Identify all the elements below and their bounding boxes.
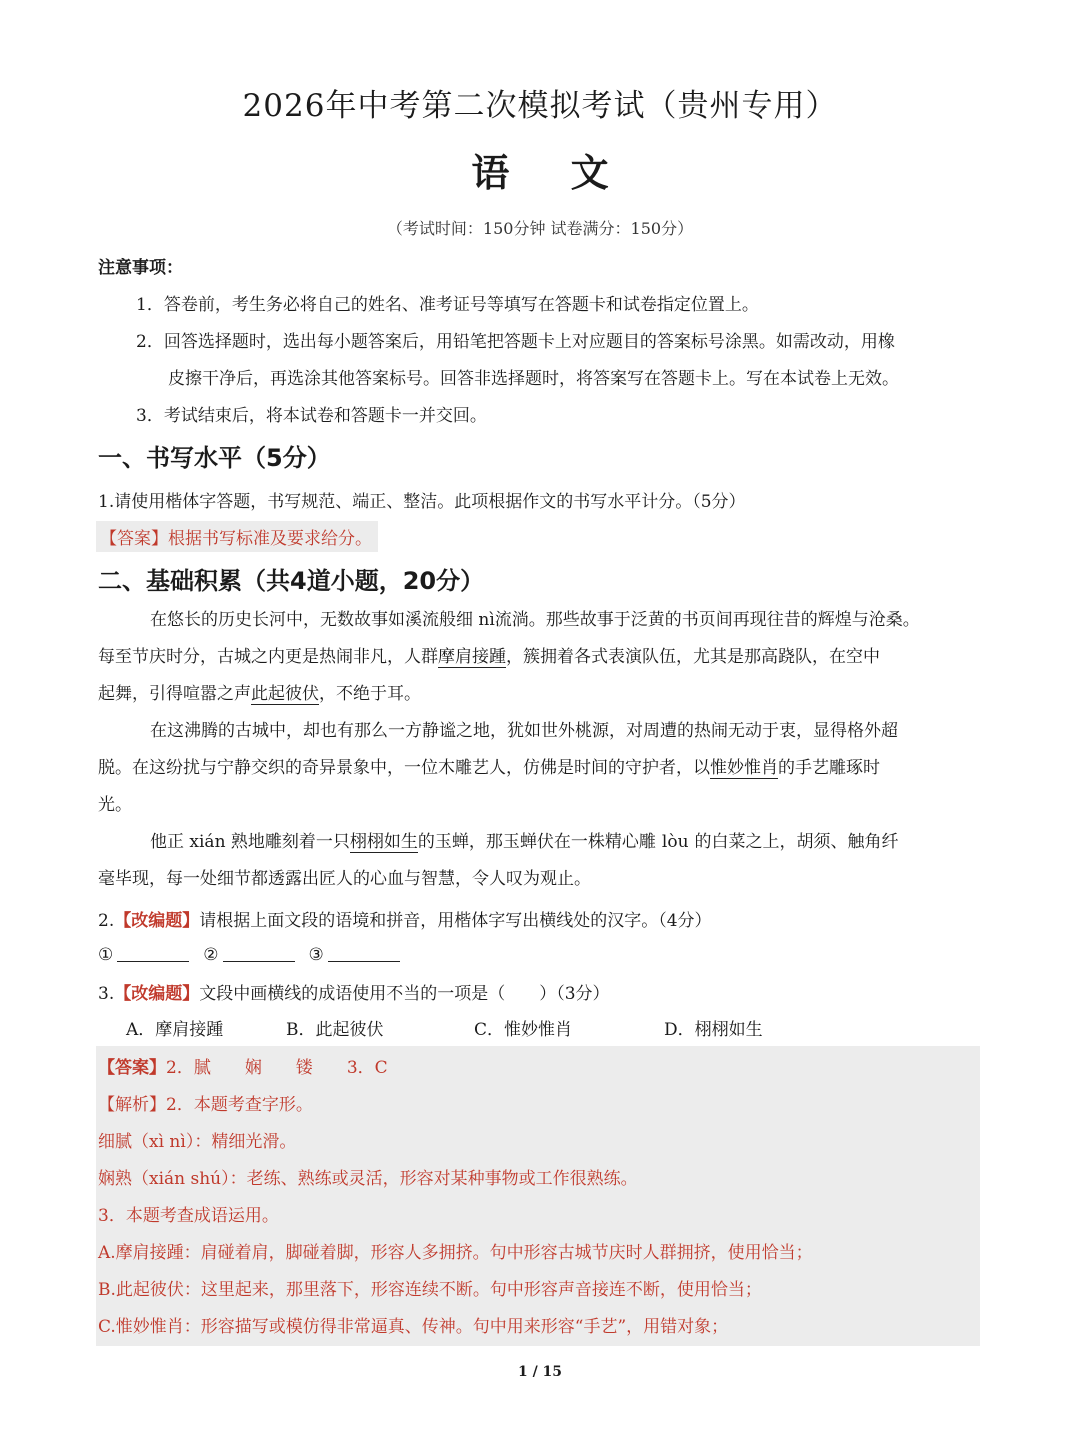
exam-title: 2026年中考第二次模拟考试（贵州专用） (242, 88, 838, 124)
question-3 (98, 979, 610, 1004)
passage-p2-line3: 光。 (98, 795, 132, 815)
text: 的玉蝉，那玉蝉伏在一株精心雕 (417, 832, 656, 852)
notice-item-1: 1．答卷前，考生务必将自己的姓名、准考证号等填写在答题卡和试卷指定位置上。 (136, 295, 759, 315)
answer-tag: 【答案】 (100, 529, 168, 549)
section-2-heading: 二、基础积累（共4道小题，20分） (98, 567, 485, 595)
text: 的白菜之上，胡须、触角纤 (694, 832, 899, 852)
q3-num: 3. (98, 984, 115, 1004)
answer-tag: 【答案】 (98, 1058, 166, 1078)
text: ，簇拥着各式表演队伍，尤其是那高跷队，在空中 (506, 647, 880, 667)
text: 的手艺雕琢时 (778, 758, 880, 778)
text: 每至节庆时分，古城之内更是热闹非凡，人群 (98, 647, 438, 667)
blank-line-3[interactable] (328, 943, 400, 962)
answer-text: 根据书写标准及要求给分。 (168, 529, 372, 549)
q3-tag: 【改编题】 (114, 984, 200, 1004)
passage-p3-line2: 毫毕现，每一处细节都透露出匠人的心血与智慧，令人叹为观止。 (98, 869, 591, 889)
q2-text: 请根据上面文段的语境和拼音，用楷体字写出横线处的汉字。（4分） (199, 911, 712, 931)
idiom-3: 惟妙惟肖 (710, 758, 778, 778)
analysis-line-3: 娴熟（xián shú）：老练、熟练或灵活，形容对某种事物或工作很熟练。 (98, 1169, 638, 1189)
notice-item-3: 3．考试结束后，将本试卷和答题卡一并交回。 (136, 406, 487, 426)
blank-label-3: ③ (308, 945, 324, 965)
analysis-tag: 【解析】 (98, 1095, 166, 1115)
notice-item-2: 2．回答选择题时，选出每小题答案后，用铅笔把答题卡上对应题目的答案标号涂黑。如需改动，用橡 (136, 332, 895, 352)
question-1: 1.请使用楷体字答题，书写规范、端正、整洁。此项根据作文的书写水平计分。（5分） (98, 492, 746, 512)
passage-p2-line1: 在这沸腾的古城中，却也有那么一方静谧之地，犹如世外桃源，对周遭的热闹无动于衷，显得格外超 (150, 721, 898, 741)
passage-p1-line2 (98, 639, 880, 676)
passage-p1-line1: 在悠长的历史长河中，无数故事如溪流般细 nì流淌。那些故事于泛黄的书页间再现往昔的辉煌与沧桑。 (150, 610, 920, 630)
text: 脱。在这纷扰与宁静交织的奇异景象中，一位木雕艺人，仿佛是时间的守护者，以 (98, 758, 710, 778)
passage-p2-line2 (98, 750, 880, 787)
analysis-line-1 (98, 1090, 313, 1115)
q3-option-c[interactable]: C．惟妙惟肖 (474, 1020, 573, 1040)
section-1-heading: 一、书写水平（5分） (98, 444, 331, 472)
passage-p1-line3 (98, 676, 421, 713)
notice-heading: 注意事项： (98, 258, 183, 278)
idiom-1: 摩肩接踵 (438, 647, 506, 667)
analysis-line-6: B.此起彼伏：这里起来，那里落下，形容连续不断。句中形容声音接连不断，使用恰当； (98, 1280, 762, 1300)
question-2 (98, 906, 712, 931)
passage-p3-line1 (150, 824, 899, 861)
q2-blanks (98, 943, 414, 965)
pinyin-lou: lòu (661, 832, 689, 852)
analysis-line-5: A.摩肩接踵：肩碰着肩，脚碰着脚，形容人多拥挤。句中形容古城节庆时人群拥挤，使用恰当； (98, 1243, 813, 1263)
q3-option-d[interactable]: D．栩栩如生 (664, 1020, 763, 1040)
analysis-text: 2．本题考查字形。 (166, 1095, 313, 1115)
idiom-4: 栩栩如生 (349, 832, 418, 852)
analysis-line-2: 细腻（xì nì）：精细光滑。 (98, 1132, 297, 1152)
blank-label-1: ① (98, 945, 114, 965)
analysis-line-4: 3．本题考查成语运用。 (98, 1206, 279, 1226)
exam-info: （考试时间：150分钟 试卷满分：150分） (386, 219, 694, 238)
q3-option-a[interactable]: A．摩肩接踵 (126, 1020, 224, 1040)
page-number: 1 / 15 (517, 1364, 563, 1380)
text: 起舞，引得喧嚣之声 (98, 684, 251, 704)
text: ，不绝于耳。 (319, 684, 421, 704)
idiom-2: 此起彼伏 (251, 684, 319, 704)
blank-line-1[interactable] (117, 943, 189, 962)
analysis-line-7: C.惟妙惟肖：形容描写或模仿得非常逼真、传神。句中用来形容“手艺”，用错对象； (98, 1317, 729, 1337)
q2-num: 2. (98, 911, 115, 931)
notice-item-2-cont: 皮擦干净后，再选涂其他答案标号。回答非选择题时，将答案写在答题卡上。写在本试卷上无效。 (168, 369, 899, 389)
answer-text: 2．腻 娴 镂 3．C (166, 1058, 388, 1078)
q3-option-b[interactable]: B．此起彼伏 (286, 1020, 384, 1040)
text: 他正 xián 熟地雕刻着一只 (150, 832, 350, 852)
answer-1 (96, 521, 378, 552)
q3-text: 文段中画横线的成语使用不当的一项是（ ）（3分） (199, 984, 610, 1004)
blank-line-2[interactable] (223, 943, 295, 962)
blank-label-2: ② (203, 945, 219, 965)
q2-tag: 【改编题】 (114, 911, 200, 931)
answer-2-3 (98, 1053, 388, 1078)
subject-title: 语 文 (471, 150, 633, 195)
